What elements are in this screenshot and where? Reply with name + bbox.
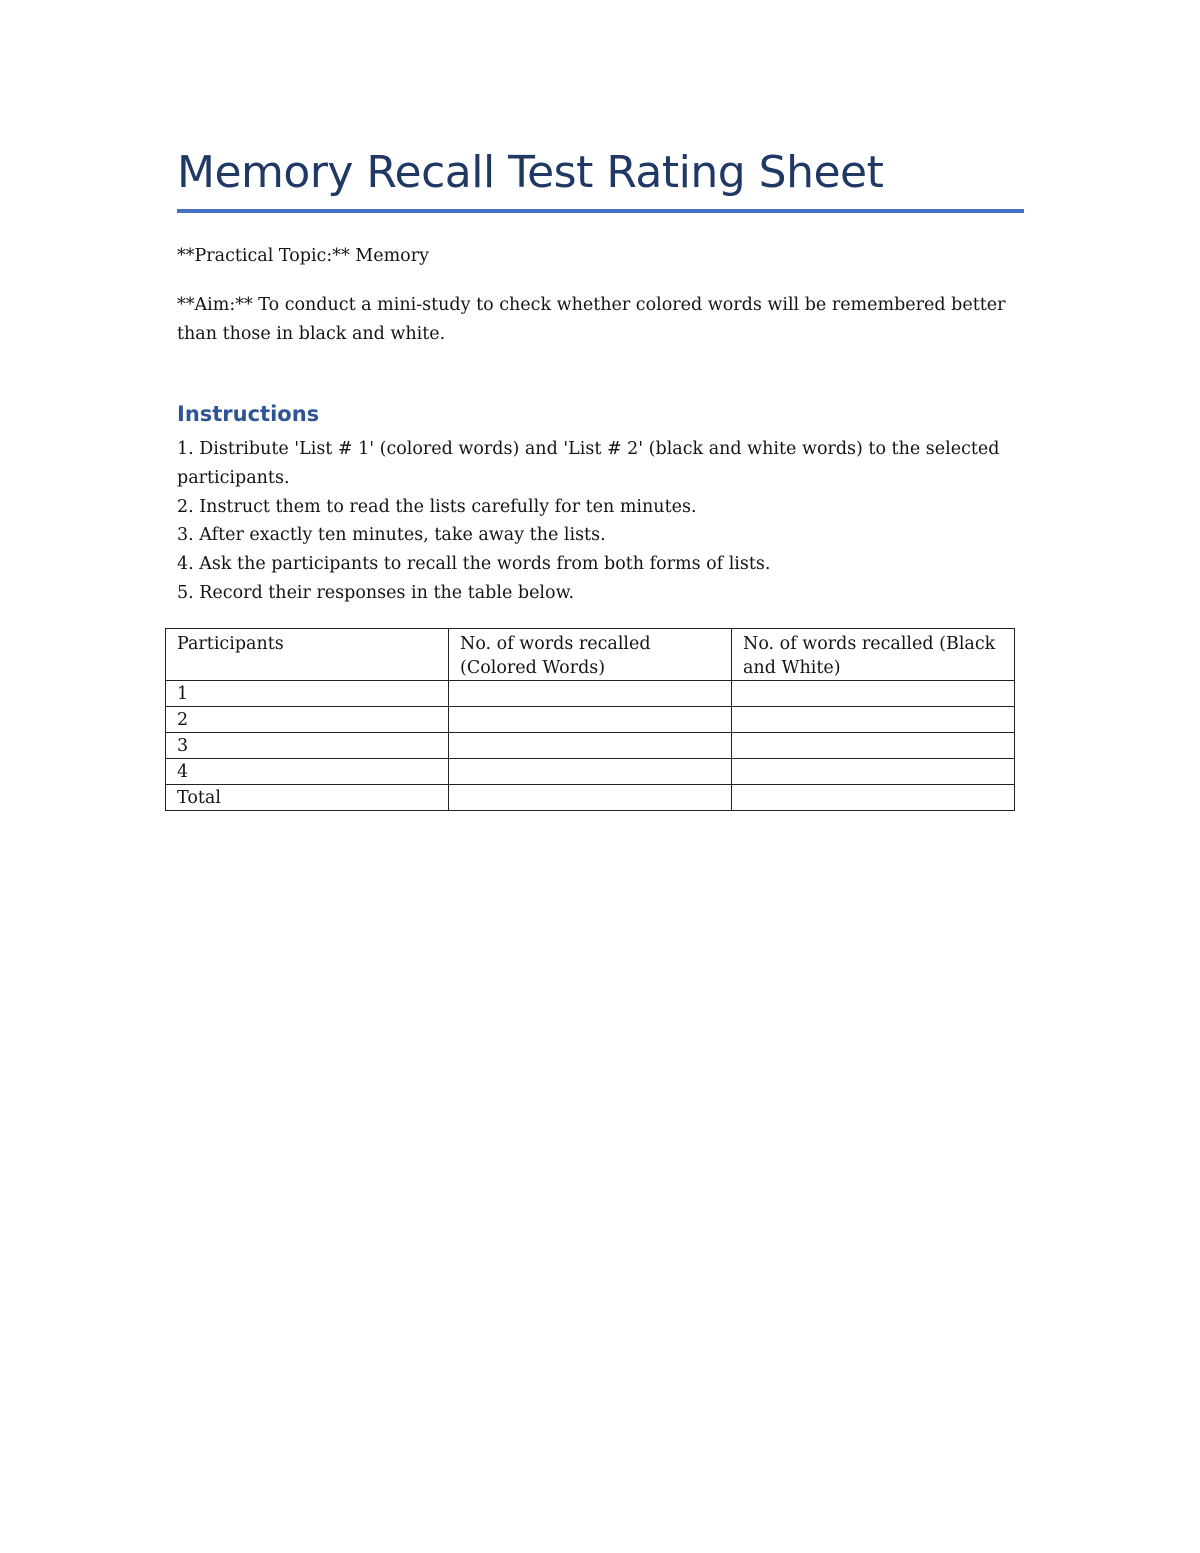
practical-topic-line: **Practical Topic:** Memory [177,246,429,266]
participant-cell: 1 [166,681,449,707]
bw-count-cell [732,681,1015,707]
instructions-list [177,435,1017,608]
instruction-step-1: 1. Distribute 'List # 1' (colored words) and 'List # 2' (black and white words) to the selected participants. [177,439,1000,488]
header-colored-words: No. of words recalled (Colored Words) [449,629,732,681]
bw-count-cell [732,733,1015,759]
document-title: Memory Recall Test Rating Sheet [177,147,884,198]
header-black-white-words: No. of words recalled (Black and White) [732,629,1015,681]
bw-total-cell [732,785,1015,811]
instruction-step-2: 2. Instruct them to read the lists carefully for ten minutes. [177,496,697,517]
colored-count-cell [449,759,732,785]
bw-count-cell [732,759,1015,785]
colored-total-cell [449,785,732,811]
table-header-row [166,629,1015,681]
total-label-cell: Total [166,785,449,811]
participant-cell: 2 [166,707,449,733]
instruction-step-5: 5. Record their responses in the table below. [177,582,575,603]
participant-cell: 3 [166,733,449,759]
colored-count-cell [449,733,732,759]
aim-paragraph: **Aim:** To conduct a mini-study to check whether colored words will be remembered better than those in black and white. [177,295,1006,344]
table-row [166,759,1015,785]
instruction-step-3: 3. After exactly ten minutes, take away the lists. [177,525,606,546]
instruction-step-4: 4. Ask the participants to recall the words from both forms of lists. [177,554,771,575]
instructions-heading: Instructions [177,402,320,426]
bw-count-cell [732,707,1015,733]
colored-count-cell [449,681,732,707]
header-participants: Participants [166,629,449,681]
rating-table [165,628,1015,811]
table-row [166,681,1015,707]
participant-cell: 4 [166,759,449,785]
table-total-row [166,785,1015,811]
title-underline [177,209,1024,213]
colored-count-cell [449,707,732,733]
table-row [166,733,1015,759]
table-row [166,707,1015,733]
